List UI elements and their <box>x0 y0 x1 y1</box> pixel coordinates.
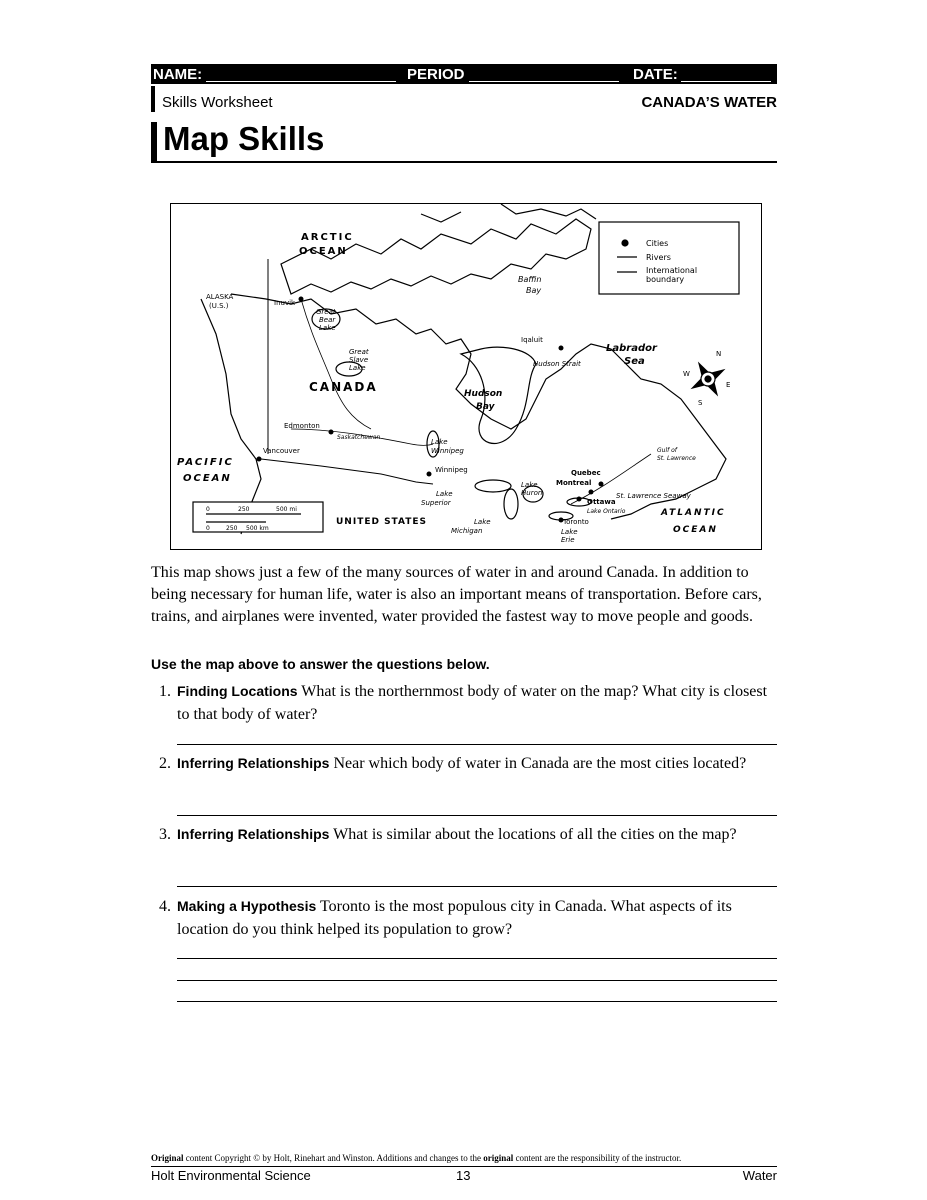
lake-michigan-shape <box>504 489 518 519</box>
copyright-text: content are the responsibility of the instructor. <box>513 1153 682 1163</box>
compass-label: S <box>698 399 703 407</box>
map-label: Sea <box>624 356 645 367</box>
northern-islands-outline <box>421 204 596 222</box>
map-label: ATLANTIC <box>661 508 726 518</box>
city-dot-iqaluit <box>559 346 564 351</box>
map-label: Lake <box>436 490 453 498</box>
map-label: Lake <box>521 481 538 489</box>
question-number: 3. <box>159 826 171 843</box>
period-blank <box>469 81 619 82</box>
name-blank <box>206 81 396 82</box>
legend-boundary-label: boundary <box>646 275 685 284</box>
map-label: Winnipeg <box>431 447 464 455</box>
copyright-emphasis: Original <box>151 1153 184 1163</box>
title-accent <box>151 122 157 162</box>
question-number: 1. <box>159 683 171 700</box>
map-label: Lake <box>349 364 366 372</box>
question-label: Making a Hypothesis <box>177 898 317 914</box>
map-label: Montreal <box>556 479 592 487</box>
map-label: Bay <box>526 286 542 295</box>
map-label: Edmonton <box>284 422 320 430</box>
question-text: What is similar about the locations of all the cities on the map? <box>329 826 737 843</box>
lake-superior-shape <box>475 480 511 492</box>
map-label: Lake <box>474 518 491 526</box>
footer-divider <box>151 1166 777 1167</box>
footer-page-number: 13 <box>456 1168 471 1183</box>
scale-label: 500 km <box>246 525 269 532</box>
answer-line[interactable] <box>177 886 777 887</box>
answer-line[interactable] <box>177 980 777 981</box>
map-label: Labrador <box>606 343 657 354</box>
map-label: Great <box>316 308 336 316</box>
map-label: Lake <box>319 324 336 332</box>
compass-label: W <box>683 370 690 378</box>
date-blank <box>681 81 771 82</box>
map-label: Baffin <box>518 275 542 284</box>
map-label: Huron <box>521 489 543 497</box>
map-label: Winnipeg <box>435 466 468 474</box>
map-label: OCEAN <box>673 525 718 535</box>
question-text: What is the northernmost body of water on the map? What city is closest to that body of water? <box>177 683 768 723</box>
map-label: Lake <box>431 438 448 446</box>
scale-label: 0 <box>206 525 210 532</box>
west-coastline <box>201 299 261 534</box>
scale-label: 250 <box>238 506 250 513</box>
map-label: Bear <box>319 316 336 324</box>
map-label: St. Lawrence <box>657 455 696 462</box>
answer-line[interactable] <box>177 815 777 816</box>
scale-label: 500 mi <box>276 506 297 513</box>
compass-label: E <box>726 381 731 389</box>
question-label: Inferring Relationships <box>177 755 330 771</box>
question-number: 4. <box>159 898 171 915</box>
compass-rose <box>683 354 732 403</box>
answer-line[interactable] <box>177 958 777 959</box>
copyright-text: content Copyright © by Holt, Rinehart and Winston. Additions and changes to the <box>183 1153 484 1163</box>
city-dot-vancouver <box>257 457 262 462</box>
map-label: Ottawa <box>587 498 616 506</box>
legend-city-dot <box>622 240 628 246</box>
map-label: Great <box>349 348 369 356</box>
worksheet-type: Skills Worksheet <box>162 94 273 111</box>
date-label: DATE: <box>633 66 678 83</box>
map-label: UNITED STATES <box>336 517 428 527</box>
map-label: OCEAN <box>299 246 348 257</box>
title-divider <box>151 161 777 163</box>
map-label: Lake Ontario <box>587 508 626 515</box>
answer-line[interactable] <box>177 744 777 745</box>
map-label: Lake <box>561 528 578 536</box>
intro-paragraph: This map shows just a few of the many sources of water in and around Canada. In addition to being necessary for human life, water is also an important means of transportation. Before cars, trains, and airplanes were invented, water provided the fastest way to move people and goods. <box>151 564 762 625</box>
map-label: (U.S.) <box>209 302 229 310</box>
map-label: Quebec <box>571 469 601 477</box>
map-label: PACIFIC <box>177 457 234 468</box>
city-dot-quebec <box>599 482 604 487</box>
map-label: Superior <box>421 499 451 507</box>
map-label: Slave <box>349 356 369 364</box>
map-label: Inuvik <box>274 299 296 307</box>
compass-label: N <box>716 350 722 358</box>
map-label: CANADA <box>309 380 378 394</box>
period-label: PERIOD <box>407 66 465 83</box>
map-label: ARCTIC <box>301 232 354 243</box>
city-dot-ottawa <box>577 497 582 502</box>
city-dot-winnipeg <box>427 472 432 477</box>
map-label: Toronto <box>563 518 589 526</box>
scale-label: 250 <box>226 525 238 532</box>
page-title: Map Skills <box>163 120 325 157</box>
map-label: Saskatchewan <box>337 434 381 441</box>
map-label: OCEAN <box>183 473 232 484</box>
map-label: ALASKA <box>206 293 234 301</box>
answer-line[interactable] <box>177 1001 777 1002</box>
question-text: Near which body of water in Canada are the most cities located? <box>329 755 747 772</box>
footer-chapter: Water <box>742 1168 777 1183</box>
chapter-topic: CANADA’S WATER <box>641 94 777 111</box>
city-dot-montreal <box>589 490 594 495</box>
copyright-emphasis: original <box>483 1153 514 1163</box>
map-label: St. Lawrence Seaway <box>616 492 691 500</box>
map-label: Bay <box>476 402 495 412</box>
question-label: Finding Locations <box>177 683 298 699</box>
subheader-accent <box>151 86 155 112</box>
header-bar <box>151 64 777 84</box>
legend-cities-label: Cities <box>646 239 669 248</box>
city-dot-edmonton <box>329 430 334 435</box>
map-label: Hudson Strait <box>533 360 581 368</box>
legend-boundary-label: International <box>646 266 698 275</box>
city-dot-inuvik <box>299 297 304 302</box>
question-number: 2. <box>159 755 171 772</box>
us-border <box>261 459 433 484</box>
copyright-notice <box>151 1153 681 1163</box>
name-label: NAME: <box>153 66 203 83</box>
map-label: Hudson <box>464 389 503 399</box>
map-label: Erie <box>561 536 575 544</box>
map-label: Michigan <box>451 527 483 535</box>
question-label: Inferring Relationships <box>177 826 330 842</box>
legend-rivers-label: Rivers <box>646 253 671 262</box>
map-label: Vancouver <box>263 447 300 455</box>
scale-label: 0 <box>206 506 210 513</box>
map-label: Gulf of <box>657 447 677 454</box>
footer-book: Holt Environmental Science <box>151 1168 311 1183</box>
canada-map <box>170 203 762 550</box>
instructions: Use the map above to answer the questions below. <box>151 656 490 672</box>
map-label: Iqaluit <box>521 336 543 344</box>
question-text: Toronto is the most populous city in Canada. What aspects of its location do you think helped its population to grow? <box>177 898 732 938</box>
